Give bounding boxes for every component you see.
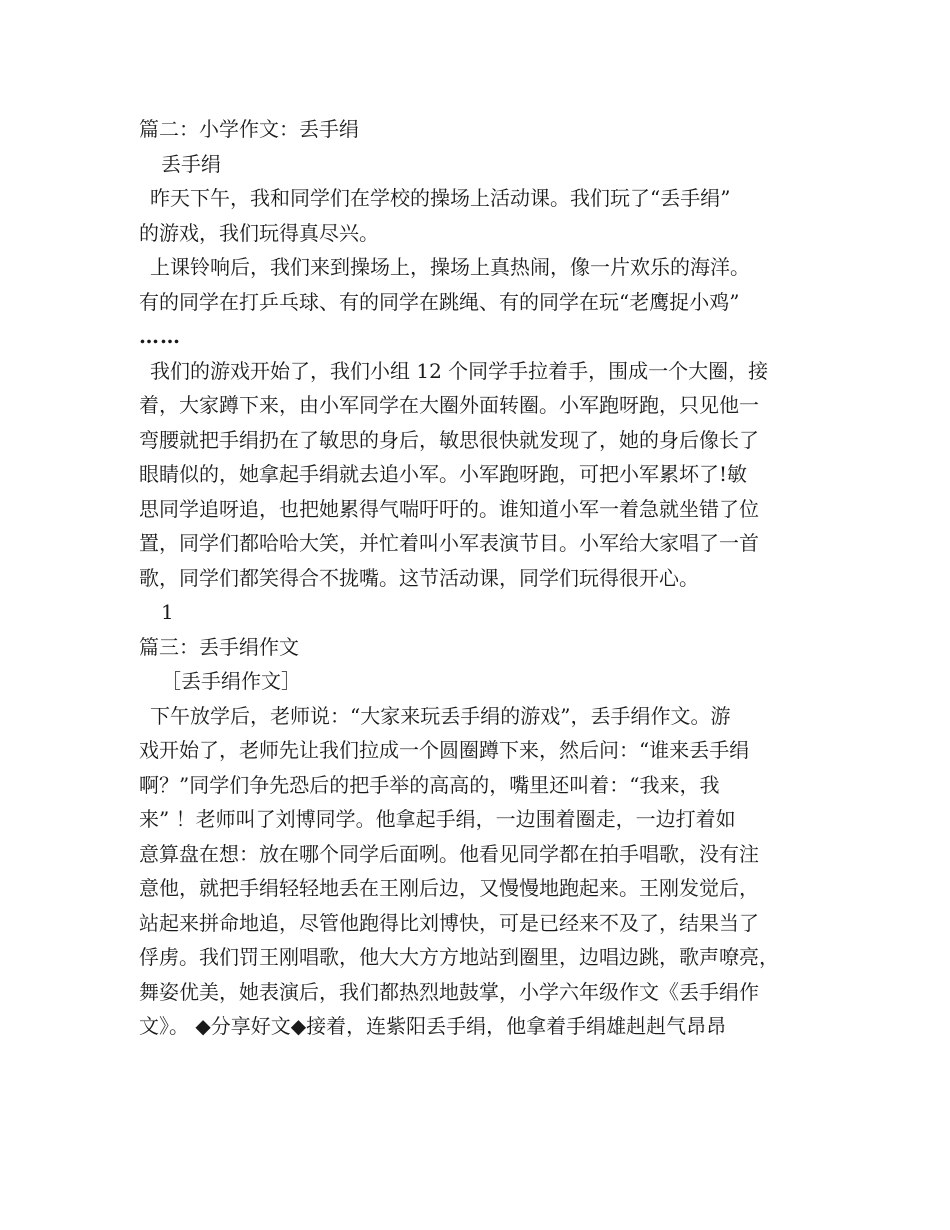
document-body <box>139 112 829 1044</box>
paragraph-line: 歌，同学们都笑得合不拢嘴。这节活动课，同学们玩得很开心。 <box>139 565 699 590</box>
paragraph-line: 置，同学们都哈哈大笑，并忙着叫小军表演节目。小军给大家唱了一首 <box>139 531 759 555</box>
paragraph-line: 着，大家蹲下来，由小军同学在大圈外面转圈。小军跑呀跑，只见他一 <box>139 393 759 417</box>
paragraph-line: 站起来拼命地追，尽管他跑得比刘博快，可是已经来不及了，结果当了 <box>139 910 759 935</box>
paragraph-line: 昨天下午，我和同学们在学校的操场上活动课。我们玩了“丢手绢” <box>150 186 731 210</box>
paragraph-line: 戏开始了，老师先让我们拉成一个圆圈蹲下来，然后问：“谁来丢手绢 <box>139 738 750 762</box>
essay-title: 丢手绢 <box>161 151 221 176</box>
section-title-3: 篇三：丢手绢作文 <box>139 634 299 659</box>
paragraph-line: 意他，就把手绢轻轻地丢在王刚后边，又慢慢地跑起来。王刚发觉后， <box>139 876 759 900</box>
paragraph-line: 文》。 ◆分享好文◆接着，连紫阳丢手绢，他拿着手绢雄赳赳气昂昂 <box>139 1014 727 1038</box>
paragraph-line: 俘虏。我们罚王刚唱歌，他大大方方地站到圈里，边唱边跳，歌声嘹亮， <box>139 945 779 969</box>
paragraph-line: 意算盘在想：放在哪个同学后面咧。他看见同学都在拍手唱歌，没有注 <box>139 841 759 866</box>
paragraph-line: 下午放学后，老师说：“大家来玩丢手绢的游戏”，丢手绢作文。游 <box>150 703 731 728</box>
page-number: 1 <box>161 600 174 624</box>
paragraph-line: 我们的游戏开始了，我们小组 12 个同学手拉着手，围成一个大圈，接 <box>150 358 769 383</box>
paragraph-line: 的游戏，我们玩得真尽兴。 <box>139 220 379 245</box>
paragraph-line: 思同学追呀追，也把她累得气喘吁吁的。谁知道小军一着急就坐错了位 <box>139 496 759 521</box>
paragraph-line: 舞姿优美，她表演后，我们都热烈地鼓掌，小学六年级作文《丢手绢作 <box>139 979 759 1004</box>
paragraph-line: 啊？”同学们争先恐后的把手举的高高的，嘴里还叫着：“我来，我 <box>139 772 720 797</box>
section-title-2: 篇二：小学作文：丢手绢 <box>139 117 359 141</box>
paragraph-line: 来” ！老师叫了刘博同学。他拿起手绢，一边围着圈走，一边打着如 <box>139 807 736 831</box>
paragraph-line: 上课铃响后，我们来到操场上，操场上真热闹，像一片欢乐的海洋。 <box>150 255 750 279</box>
paragraph-line: 弯腰就把手绢扔在了敏思的身后，敏思很快就发现了，她的身后像长了 <box>139 427 759 452</box>
paragraph-line: 眼睛似的，她拿起手绢就去追小军。小军跑呀跑，可把小军累坏了!敏 <box>139 462 748 486</box>
paragraph-line: …… <box>139 324 181 348</box>
paragraph-line: 有的同学在打乒乓球、有的同学在跳绳、有的同学在玩“老鹰捉小鸡” <box>139 289 740 314</box>
essay-subtitle: ［丢手绢作文］ <box>161 669 301 693</box>
